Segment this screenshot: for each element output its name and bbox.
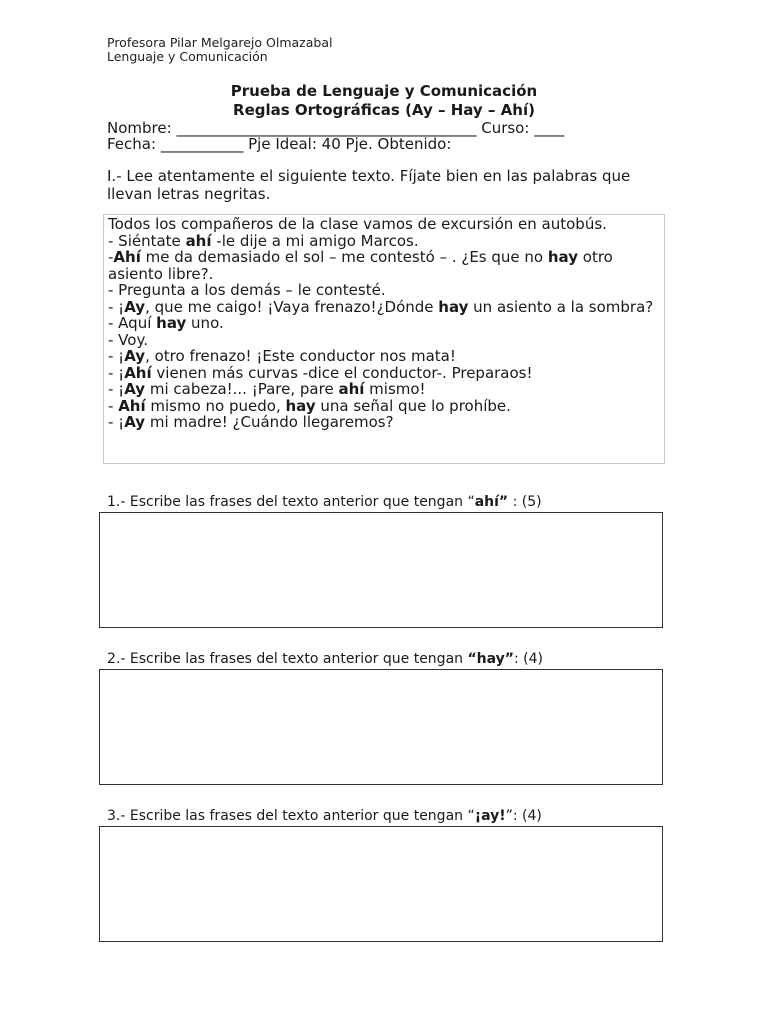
subject-name: Lenguaje y Comunicación: [107, 49, 268, 64]
passage-line: [108, 233, 664, 250]
passage-text: , que me caigo! ¡Vaya frenazo!¿Dónde: [145, 297, 439, 316]
passage-line: [108, 216, 664, 233]
teacher-name: Profesora Pilar Melgarejo Olmazabal: [107, 35, 333, 50]
passage-text: - ¡: [108, 297, 125, 316]
page-title: Prueba de Lenguaje y Comunicación: [230, 82, 538, 100]
passage-bold-word: ahí: [338, 380, 365, 398]
question-3-keyword: ¡ay!: [474, 808, 506, 824]
answer-box-2[interactable]: [99, 669, 663, 785]
passage-bold-word: hay: [438, 297, 469, 316]
passage-text: mismo no puedo,: [145, 396, 286, 415]
passage-bold-word: hay: [156, 314, 187, 332]
passage-bold-word: Ahí: [124, 363, 152, 382]
fecha-label: Fecha:: [107, 135, 157, 153]
passage-text: -: [108, 396, 119, 415]
passage-text: otro asiento libre?.: [108, 248, 613, 283]
passage-text: - Siéntate: [108, 231, 186, 250]
pje-obtenido: Pje. Obtenido:: [345, 135, 452, 153]
passage-text: - ¡: [108, 380, 125, 398]
passage-text: una señal que lo prohíbe.: [315, 396, 511, 415]
passage-text: - ¡: [108, 413, 125, 431]
date-score-row: [107, 135, 451, 153]
passage-line: [108, 332, 664, 349]
passage-text: , otro frenazo! ¡Este conductor nos mata!: [145, 347, 456, 365]
passage-bold-word: Ay: [124, 297, 146, 316]
passage-text: un asiento a la sombra?: [468, 297, 654, 316]
question-2: [107, 651, 543, 668]
passage-text: - ¡: [108, 347, 125, 365]
passage-text: Todos los compañeros de la clase vamos de excursión en autobús.: [108, 215, 607, 233]
reading-passage: [103, 214, 665, 464]
passage-line: [108, 348, 664, 365]
passage-line: [108, 315, 664, 332]
answer-box-3[interactable]: [99, 826, 663, 942]
question-1-text: 1.- Escribe las frases del texto anterior que tengan “: [107, 494, 475, 510]
pje-ideal: Pje Ideal: 40: [248, 135, 341, 153]
question-1-keyword: ahí”: [474, 494, 509, 510]
passage-bold-word: Ahí: [118, 396, 146, 415]
passage-text: mi cabeza!... ¡Pare, pare: [145, 380, 339, 398]
passage-bold-word: ahí: [185, 231, 212, 250]
passage-bold-word: Ay: [124, 380, 146, 398]
curso-blank[interactable]: ____: [534, 119, 565, 137]
passage-line: [108, 282, 664, 299]
passage-text: -le dije a mi amigo Marcos.: [211, 231, 419, 250]
passage-line: [108, 299, 664, 316]
question-1-points: : (5): [508, 494, 542, 510]
passage-text: uno.: [186, 314, 224, 332]
passage-bold-word: Ay: [124, 413, 146, 431]
curso-label: Curso:: [481, 119, 530, 137]
passage-text: - ¡: [108, 363, 125, 382]
passage-text: - Aquí: [108, 314, 157, 332]
passage-bold-word: hay: [285, 396, 316, 415]
nombre-blank[interactable]: ________________________________________: [176, 119, 477, 137]
passage-text: me da demasiado el sol – me contestó – . ¿Es que no: [140, 248, 548, 266]
question-1: [107, 494, 542, 511]
passage-line: [108, 249, 664, 282]
question-3-text: 3.- Escribe las frases del texto anterior que tengan “: [107, 808, 475, 824]
fecha-blank[interactable]: ___________: [160, 135, 244, 153]
passage-text: - Voy.: [108, 330, 148, 349]
page-subtitle: Reglas Ortográficas (Ay – Hay – Ahí): [233, 101, 535, 119]
passage-text: -: [108, 248, 114, 266]
passage-bold-word: Ahí: [113, 248, 141, 266]
passage-text: mi madre! ¿Cuándo llegaremos?: [145, 413, 394, 431]
passage-text: - Pregunta a los demás – le contesté.: [108, 281, 386, 299]
question-2-points: : (4): [513, 651, 543, 667]
passage-text: mismo!: [364, 380, 426, 398]
question-3-points: ”: (4): [505, 808, 542, 824]
nombre-label: Nombre:: [107, 119, 172, 137]
passage-text: vienen más curvas -dice el conductor-. Preparaos!: [151, 363, 533, 382]
passage-bold-word: Ay: [124, 347, 146, 365]
passage-line: [108, 365, 664, 382]
question-3: [107, 808, 542, 825]
instruction-text: I.- Lee atentamente el siguiente texto. Fíjate bien en las palabras que llevan letras negritas.: [107, 167, 631, 203]
passage-bold-word: hay: [547, 248, 578, 266]
passage-line: [108, 381, 664, 398]
question-2-keyword: “hay”: [467, 651, 514, 667]
passage-line: [108, 414, 664, 431]
passage-line: [108, 398, 664, 415]
answer-box-1[interactable]: [99, 512, 663, 628]
question-2-text: 2.- Escribe las frases del texto anterior que tengan: [107, 651, 468, 667]
